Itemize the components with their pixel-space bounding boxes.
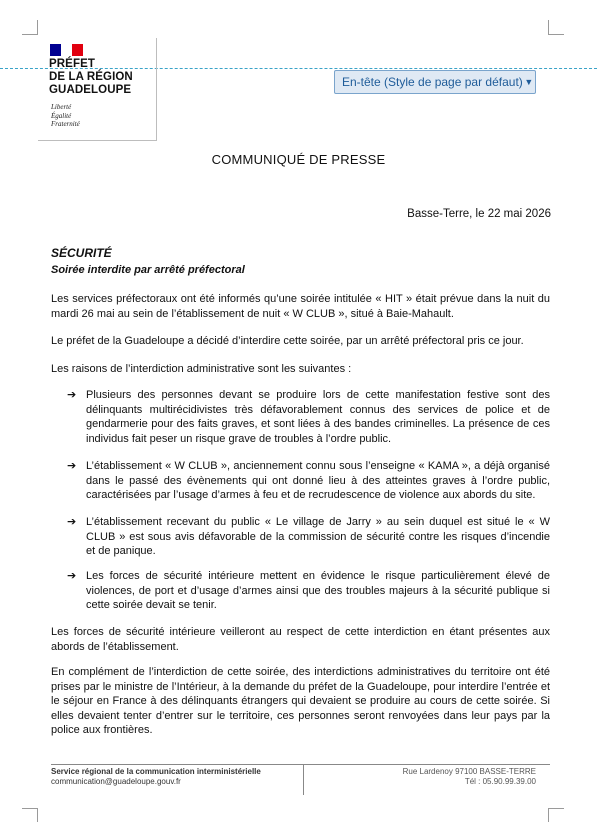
footer-contact xyxy=(51,767,261,787)
crop-mark-top-right-h xyxy=(548,34,564,35)
document-title: COMMUNIQUÉ DE PRESSE xyxy=(211,152,386,167)
closing-paragraph-1: Les forces de sécurité intérieure veilleront au respect de cette interdiction en étant présentes aux abords de l’établissement. xyxy=(51,626,550,653)
crop-mark-top-right-v xyxy=(548,20,549,34)
bullet-text: Plusieurs des personnes devant se produire lors de cette manifestation festive sont des délinquants multirécidivistes très défavorablement connus des services de police et de gendarmerie pour des faits graves, et sont liées à des bandes criminelles. La présence de ces individus fait peser un risque grave de troubles à l’ordre public. xyxy=(86,389,550,445)
marianne-flag-logo xyxy=(50,44,83,56)
prefecture-logo-title xyxy=(49,58,133,97)
bullet-item xyxy=(67,515,550,559)
crop-mark-bottom-right-v xyxy=(548,808,549,822)
flag-blue-band xyxy=(50,44,61,56)
logo-title-line: GUADELOUPE xyxy=(49,84,132,96)
bullet-item xyxy=(67,459,550,503)
crop-mark-bottom-right-h xyxy=(548,808,564,809)
motto-line: Liberté xyxy=(51,103,72,111)
flag-white-band xyxy=(61,44,72,56)
header-style-label: En-tête (Style de page par défaut) xyxy=(342,75,523,89)
footer-address: Rue Lardenoy 97100 BASSE-TERRE xyxy=(402,767,536,776)
republic-motto xyxy=(51,103,80,129)
arrow-right-icon: ➔ xyxy=(67,460,77,472)
motto-line: Fraternité xyxy=(51,120,80,128)
crop-mark-top-left-v xyxy=(37,20,38,34)
intro-paragraph-2: Le préfet de la Guadeloupe a décidé d’interdire cette soirée, par un arrêté préfectoral pris ce jour. xyxy=(51,335,524,347)
closing-paragraph-2: En complément de l’interdiction de cette soirée, des interdictions administratives du territoire ont été prises par le ministre de l’Intérieur, à la demande du préfet de la Guadeloupe, pour interdire l’entrée et le séjour en France à des délinquants étrangers qui devaient se produire au cours de cette soirée. Si elles devaient tenter d’entrer sur le territoire, ces personnes seront renvoyées dans leur pays par la police aux frontières. xyxy=(51,666,550,736)
date-line: Basse-Terre, le 22 mai 2026 xyxy=(407,208,551,220)
flag-red-band xyxy=(72,44,83,56)
footer-address-block xyxy=(403,767,536,787)
chevron-down-icon[interactable]: ▼ xyxy=(524,77,534,87)
crop-mark-bottom-left-h xyxy=(22,808,38,809)
intro-paragraph-1: Les services préfectoraux ont été informés qu’une soirée intitulée « HIT » était prévue dans la nuit du mardi 26 mai au sein de l’établissement de nuit « W CLUB », situé à Baie-Mahault. xyxy=(51,293,550,320)
logo-title-line: DE LA RÉGION xyxy=(49,71,133,83)
footer-service-name: Service régional de la communication interministérielle xyxy=(51,767,261,776)
bullet-item xyxy=(67,569,550,613)
reasons-intro-paragraph: Les raisons de l’interdiction administrative sont les suivantes : xyxy=(51,363,352,375)
crop-mark-top-left-h xyxy=(22,34,38,35)
subject-heading: Soirée interdite par arrêté préfectoral xyxy=(51,264,245,276)
page-footer xyxy=(51,764,550,795)
footer-phone: Tél : 05.90.99.39.00 xyxy=(464,777,536,786)
header-style-dropdown[interactable] xyxy=(334,70,536,94)
bullet-item xyxy=(67,388,550,446)
bullet-text: Les forces de sécurité intérieure mettent en évidence le risque particulièrement élevé de violences, de port et d’usage d’armes ainsi que des troubles majeurs à la sécurité publique si cette soirée devait se tenir. xyxy=(86,570,550,611)
footer-divider xyxy=(303,765,304,795)
motto-line: Égalité xyxy=(51,111,72,120)
footer-email: communication@guadeloupe.gouv.fr xyxy=(51,777,181,786)
arrow-right-icon: ➔ xyxy=(67,389,77,401)
crop-mark-bottom-left-v xyxy=(37,808,38,822)
logo-title-line: PRÉFET xyxy=(49,58,95,70)
bullet-text: L’établissement « W CLUB », anciennement connu sous l’enseigne « KAMA », a déjà organisé dans le passé des évènements qui ont donné lieu à des atteintes graves à l’ordre public, caractérisées par l’usage d’armes à feu et de recrudescence de violence aux abords du site. xyxy=(86,460,550,501)
rubrique-heading: SÉCURITÉ xyxy=(51,246,112,260)
bullet-text: L’établissement recevant du public « Le village de Jarry » au sein duquel est situé le « W CLUB » est sous avis défavorable de la commission de sécurité contre les risques d’incendie et de panique. xyxy=(86,516,550,557)
arrow-right-icon: ➔ xyxy=(67,570,77,582)
arrow-right-icon: ➔ xyxy=(67,516,77,528)
